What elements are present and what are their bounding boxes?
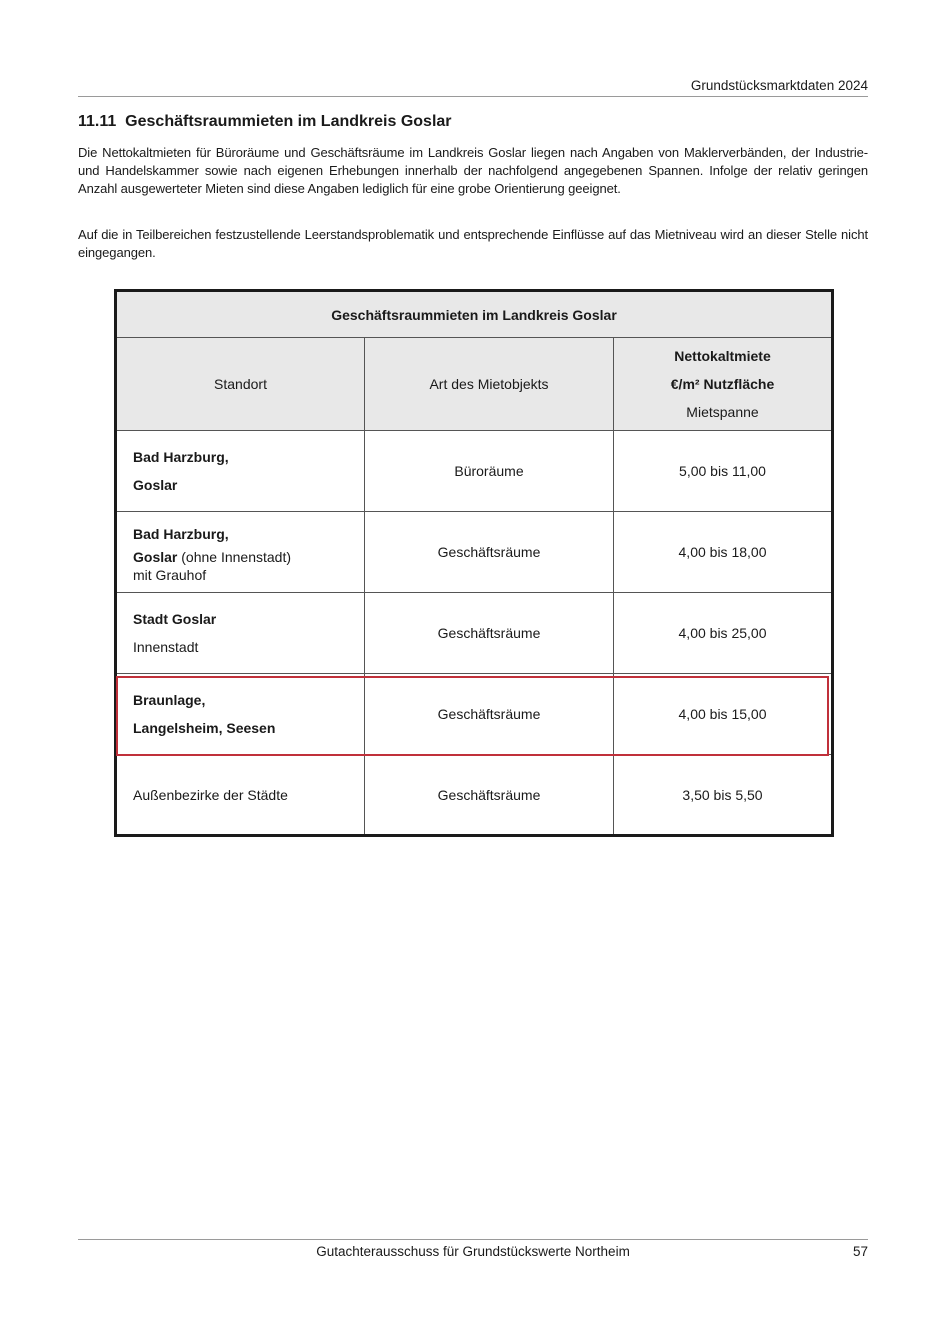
header-rent-line2: €/m² Nutzfläche (670, 376, 775, 392)
vacancy-paragraph: Auf die in Teilbereichen festzustellende Leerstandsproblematik und entsprechende Einflüsse auf das Mietniveau wird an dieser Stelle nicht eingegangen. (78, 227, 868, 260)
table-row (116, 755, 833, 836)
location-line: Langelsheim, Seesen (133, 720, 276, 736)
table-title-row (116, 291, 833, 338)
type-cell: Geschäftsräume (365, 593, 614, 674)
running-title: Grundstücksmarktdaten 2024 (690, 78, 868, 93)
range-cell: 3,50 bis 5,50 (614, 755, 833, 836)
range-cell: 4,00 bis 25,00 (614, 593, 833, 674)
range-cell: 4,00 bis 15,00 (614, 674, 833, 755)
type-cell: Büroräume (365, 431, 614, 512)
location-line: Außenbezirke der Städte (133, 786, 288, 803)
type-cell: Geschäftsräume (365, 755, 614, 836)
location-line: Innenstadt (133, 639, 199, 655)
running-header (78, 76, 868, 97)
table-row (116, 431, 833, 512)
footer-publisher: Gutachterausschuss für Grundstückswerte Northeim (316, 1244, 630, 1259)
table-row (116, 512, 833, 593)
location-line: Braunlage, (133, 692, 206, 708)
location-cell (116, 512, 365, 593)
location-cell (116, 674, 365, 755)
table-header-row (116, 338, 833, 431)
location-line: mit Grauhof (133, 567, 207, 583)
location-bold: Goslar (133, 549, 178, 565)
section-number: 11.11 (78, 113, 117, 130)
commercial-rent-table (114, 289, 834, 837)
location-line: Goslar (133, 477, 178, 493)
location-cell (116, 755, 365, 836)
page-footer (78, 1239, 868, 1259)
section-title-text: Geschäftsraummieten im Landkreis Goslar (125, 113, 452, 130)
type-cell: Geschäftsräume (365, 674, 614, 755)
header-rent-line1: Nettokaltmiete (674, 348, 771, 364)
location-line: Bad Harzburg, (133, 449, 229, 465)
range-cell: 4,00 bis 18,00 (614, 512, 833, 593)
range-cell: 5,00 bis 11,00 (614, 431, 833, 512)
table-title: Geschäftsraummieten im Landkreis Goslar (116, 291, 833, 338)
header-location: Standort (116, 338, 365, 431)
section-title (78, 113, 452, 131)
header-rent (614, 338, 833, 431)
intro-paragraph: Die Nettokaltmieten für Büroräume und Geschäftsräume im Landkreis Goslar liegen nach Angaben von Maklerverbänden, der Industrie- und Handelskammer sowie nach eigenen Erhebungen innerhalb der nachfolgend angegebenen Spannen. Infolge der relativ geringen Anzahl ausgewerteter Mieten sind diese Angaben lediglich für eine grobe Orientierung geeignet. (78, 145, 868, 196)
table-row-highlighted (116, 674, 833, 755)
type-cell: Geschäftsräume (365, 512, 614, 593)
page-number: 57 (852, 1244, 868, 1259)
header-rent-line3: Mietspanne (686, 404, 759, 420)
location-note: (ohne Innenstadt) (177, 549, 291, 565)
location-line (133, 548, 364, 566)
location-line: Stadt Goslar (133, 611, 217, 627)
table-row (116, 593, 833, 674)
header-type: Art des Mietobjekts (365, 338, 614, 431)
location-cell (116, 593, 365, 674)
location-line: Bad Harzburg, (133, 526, 229, 542)
location-cell (116, 431, 365, 512)
